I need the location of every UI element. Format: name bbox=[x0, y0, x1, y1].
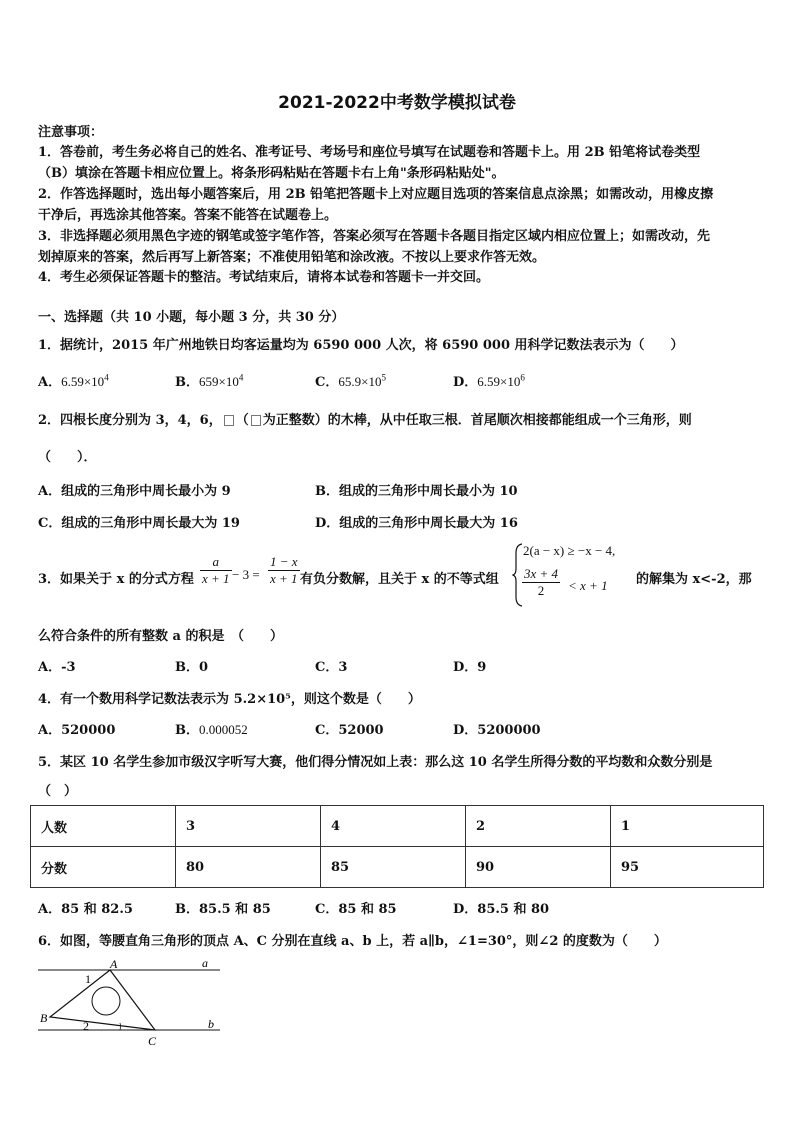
fraction-numerator: 1 − x bbox=[270, 554, 298, 569]
q1-option-c bbox=[315, 371, 386, 390]
q5-option-c: C．85 和 85 bbox=[315, 902, 397, 917]
q3-option-c: C．3 bbox=[315, 660, 348, 675]
table-cell: 4 bbox=[321, 806, 466, 847]
q2-option-d: D．组成的三角形中周长最大为 16 bbox=[315, 516, 518, 531]
notice-line: 1．答卷前，考生务必将自己的姓名、准考证号、考场号和座位号填写在试题卷和答题卡上。用 2B 铅笔将试卷类型 bbox=[38, 145, 701, 160]
inequality-line-1: 2(a − x) ≥ −x − 4, bbox=[523, 543, 616, 558]
table-row bbox=[31, 806, 764, 847]
q2-option-b: B．组成的三角形中周长最小为 10 bbox=[315, 484, 518, 499]
stem-part: 为正整数）的木棒，从中任取三根．首尾顺次相接都能组成一个三角形，则 bbox=[262, 413, 692, 428]
angle-2-arc bbox=[120, 1023, 121, 1030]
table-cell: 80 bbox=[176, 847, 321, 888]
q5-option-b: B．85.5 和 85 bbox=[175, 902, 271, 917]
label-C: C bbox=[148, 1034, 157, 1048]
fraction-2 bbox=[268, 554, 300, 587]
table-cell: 分数 bbox=[31, 847, 176, 888]
question-4-stem: 4．有一个数用科学记数法表示为 5.2×10⁵，则这个数是（ ） bbox=[38, 692, 421, 707]
option-label: A． bbox=[38, 375, 62, 390]
table-row bbox=[31, 847, 764, 888]
geometry-figure bbox=[30, 955, 230, 1055]
q1-option-d bbox=[453, 371, 525, 390]
q4-option-a: A．520000 bbox=[38, 723, 116, 738]
question-1-stem: 1．据统计，2015 年广州地铁日均客运量均为 6590 000 人次，将 6590 000 用科学记数法表示为（ ） bbox=[38, 338, 684, 353]
label-B: B bbox=[40, 1011, 48, 1025]
fraction-denominator: x + 1 bbox=[202, 571, 230, 586]
notice-line: 3．非选择题必须用黑色字迹的钢笔或签字笔作答，答案必须写在答题卡各题目指定区域内相应位置上；如需改动，先 bbox=[38, 229, 711, 244]
question-3-stem-b: 有负分数解，且关于 x 的不等式组 bbox=[300, 572, 499, 587]
table-cell: 人数 bbox=[31, 806, 176, 847]
label-angle-1: 1 bbox=[85, 972, 91, 986]
question-3-stem-d: 么符合条件的所有整数 a 的积是 （ ） bbox=[38, 629, 283, 644]
inequality-line-2: < x + 1 bbox=[568, 578, 608, 593]
option-exponent: 4 bbox=[104, 372, 109, 383]
q3-option-d: D．9 bbox=[453, 660, 487, 675]
question-5-paren: （ ） bbox=[38, 784, 78, 799]
table-cell: 2 bbox=[466, 806, 611, 847]
q4-option-b bbox=[175, 719, 248, 738]
option-label: D． bbox=[453, 375, 478, 390]
table-cell: 1 bbox=[611, 806, 764, 847]
fraction-numerator: a bbox=[200, 554, 232, 571]
option-exponent: 5 bbox=[381, 372, 386, 383]
triangle-ruler-hole bbox=[92, 987, 120, 1015]
notice-line: 干净后，再选涂其他答案。答案不能答在试题卷上。 bbox=[38, 208, 338, 223]
table-cell: 85 bbox=[321, 847, 466, 888]
option-value: 6.59×10 bbox=[477, 374, 521, 389]
question-3-stem-c: 的解集为 x<-2，那 bbox=[636, 572, 752, 587]
label-A: A bbox=[110, 957, 118, 971]
option-label: B． bbox=[175, 723, 199, 738]
fraction-1 bbox=[200, 554, 232, 587]
notice-heading: 注意事项： bbox=[38, 125, 104, 140]
option-value: 6.59×10 bbox=[61, 374, 105, 389]
fraction-3 bbox=[522, 566, 560, 599]
option-label: B． bbox=[175, 375, 199, 390]
option-exponent: 4 bbox=[238, 372, 244, 383]
stem-part: 2．四根长度分别为 3，4，6， bbox=[38, 413, 222, 428]
question-2-paren: （ ）． bbox=[38, 450, 97, 465]
stem-part: （ bbox=[235, 413, 249, 428]
q4-option-d: D．5200000 bbox=[453, 723, 541, 738]
q5-option-d: D．85.5 和 80 bbox=[453, 902, 550, 917]
option-value: 65.9×10 bbox=[338, 374, 382, 389]
option-value: 0.000052 bbox=[199, 722, 248, 737]
unknown-placeholder-icon bbox=[224, 415, 234, 426]
q2-option-c: C．组成的三角形中周长最大为 19 bbox=[38, 516, 240, 531]
equation-middle: − 3 = bbox=[232, 567, 260, 582]
q5-option-a: A．85 和 82.5 bbox=[38, 902, 133, 917]
label-a: a bbox=[202, 956, 208, 970]
page-title: 2021-2022中考数学模拟试卷 bbox=[278, 93, 516, 113]
q3-option-a: A．-3 bbox=[38, 660, 76, 675]
fraction-denominator: 2 bbox=[537, 583, 545, 598]
q1-option-a bbox=[38, 371, 109, 390]
section-heading: 一、选择题（共 10 小题，每小题 3 分，共 30 分） bbox=[38, 310, 345, 325]
label-b: b bbox=[208, 1017, 214, 1031]
question-2-stem bbox=[38, 409, 692, 428]
q2-option-a: A．组成的三角形中周长最小为 9 bbox=[38, 484, 231, 499]
label-angle-2: 2 bbox=[83, 1019, 89, 1033]
option-label: C． bbox=[315, 375, 339, 390]
q4-option-c: C．52000 bbox=[315, 723, 384, 738]
unknown-placeholder-icon bbox=[251, 415, 261, 426]
option-exponent: 6 bbox=[520, 372, 525, 383]
question-6-stem: 6．如图，等腰直角三角形的顶点 A、C 分别在直线 a、b 上，若 a∥b，∠1=30°，则∠2 的度数为（ ） bbox=[38, 934, 667, 949]
q1-option-b bbox=[175, 371, 243, 390]
fraction-numerator: 3x + 4 bbox=[524, 566, 559, 581]
notice-line: 4．考生必须保证答题卡的整洁。考试结束后，请将本试卷和答题卡一并交回。 bbox=[38, 270, 490, 285]
triangle bbox=[50, 970, 155, 1030]
notice-line: （B）填涂在答题卡相应位置上。将条形码粘贴在答题卡右上角"条形码粘贴处"。 bbox=[38, 166, 505, 181]
table-cell: 90 bbox=[466, 847, 611, 888]
table-cell: 95 bbox=[611, 847, 764, 888]
notice-line: 划掉原来的答案，然后再写上新答案；不准使用铅笔和涂改液。不按以上要求作答无效。 bbox=[38, 250, 546, 265]
q3-option-b: B．0 bbox=[175, 660, 209, 675]
fraction-denominator: x + 1 bbox=[270, 571, 298, 586]
option-value: 659×10 bbox=[199, 374, 239, 389]
question-3-stem-a: 3．如果关于 x 的分式方程 bbox=[38, 572, 194, 587]
question-5-stem: 5．某区 10 名学生参加市级汉字听写大赛，他们得分情况如上表：那么这 10 名学生所得分数的平均数和众数分别是 bbox=[38, 755, 713, 770]
score-table bbox=[30, 805, 764, 888]
table-cell: 3 bbox=[176, 806, 321, 847]
notice-line: 2．作答选择题时，选出每小题答案后，用 2B 铅笔把答题卡上对应题目选项的答案信息点涂黑；如需改动，用橡皮擦 bbox=[38, 187, 714, 202]
